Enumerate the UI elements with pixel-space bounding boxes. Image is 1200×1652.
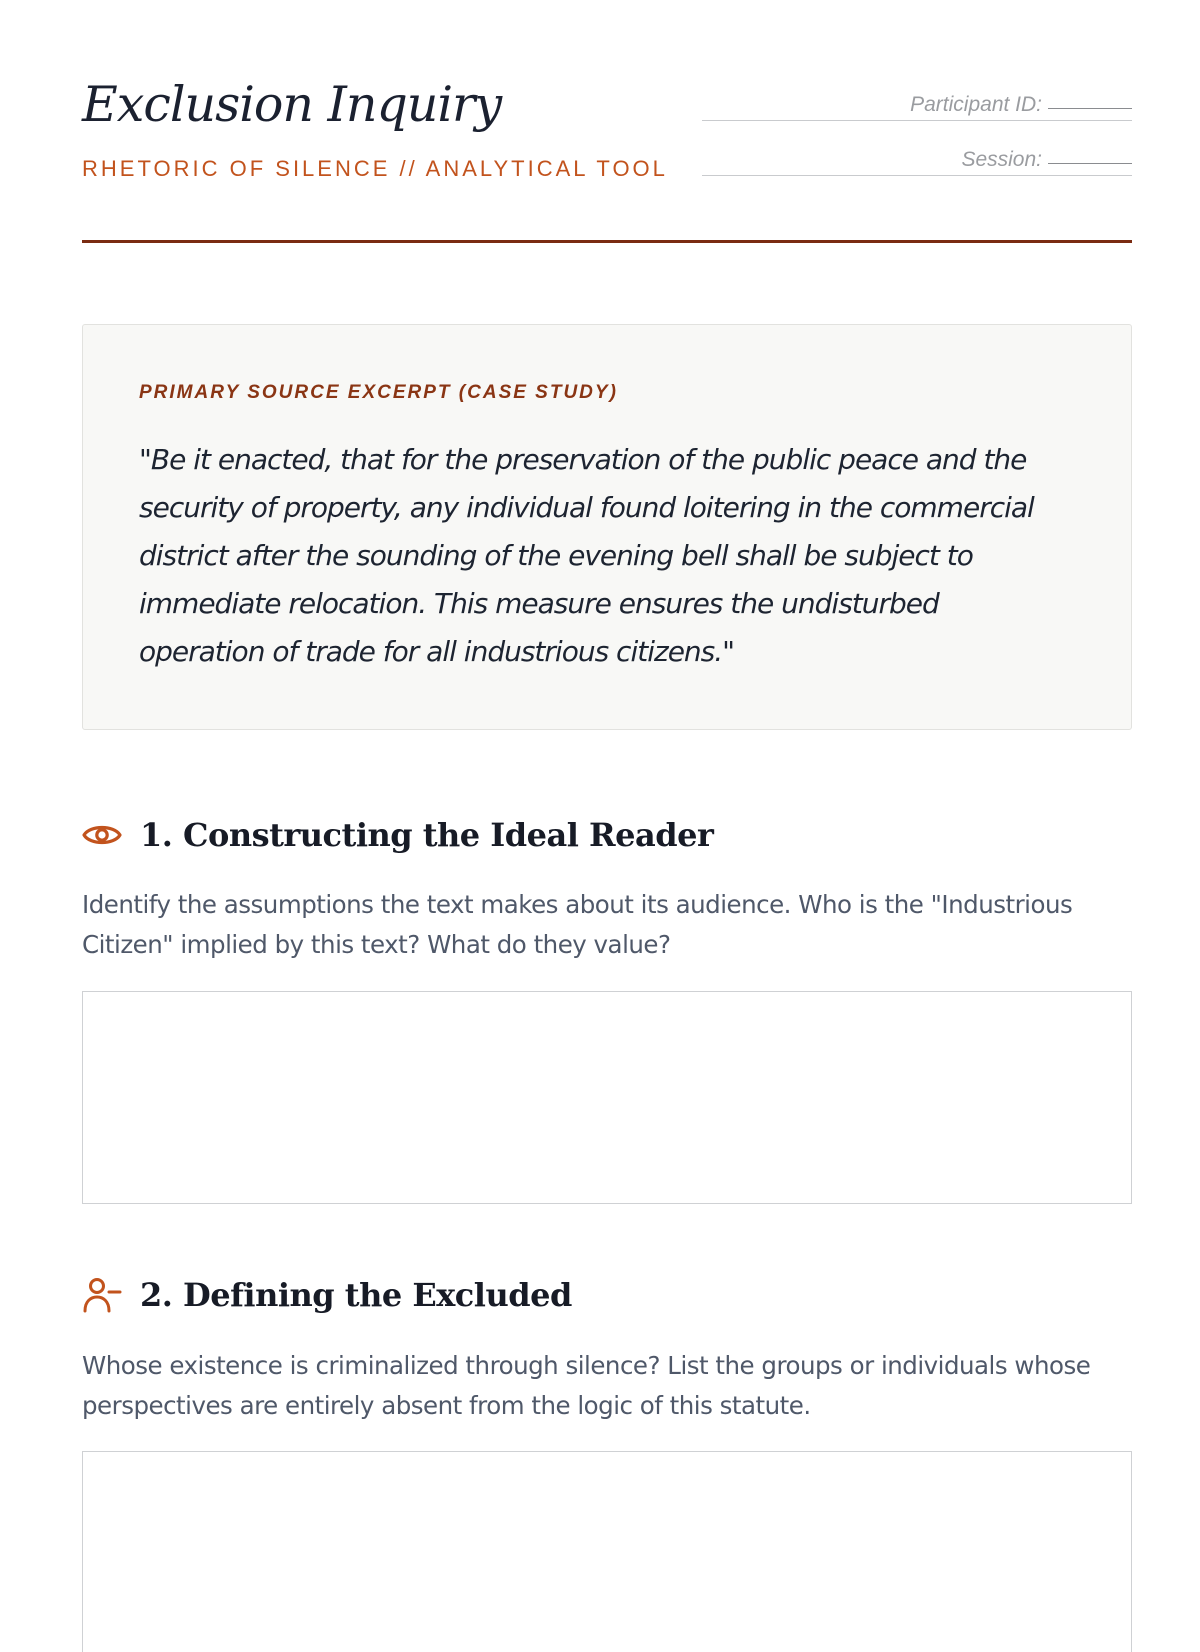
user-minus-icon <box>82 1277 122 1313</box>
session-label: Session: <box>961 148 1042 171</box>
source-excerpt-box <box>82 324 1132 730</box>
section-2-prompt: Whose existence is criminalized through silence? List the groups or individuals whose perspectives are entirely absent from the logic of this statute. <box>82 1351 1091 1420</box>
page-title: Exclusion Inquiry <box>82 76 502 133</box>
participant-id-field[interactable] <box>702 90 1132 121</box>
section-2-title: 2. Defining the Excluded <box>140 1276 572 1314</box>
section-1-header <box>82 813 1132 857</box>
section-1-answer-input[interactable] <box>82 991 1132 1204</box>
session-field[interactable] <box>702 145 1132 176</box>
eye-icon <box>82 817 122 853</box>
section-1-prompt: Identify the assumptions the text makes about its audience. Who is the "Industrious Citizen" implied by this text? What do they value? <box>82 890 1073 959</box>
header-divider <box>82 240 1132 243</box>
section-1-title: 1. Constructing the Ideal Reader <box>140 816 714 854</box>
section-2-answer-input[interactable] <box>82 1451 1132 1652</box>
source-label: PRIMARY SOURCE EXCERPT (CASE STUDY) <box>139 382 618 403</box>
participant-id-label: Participant ID: <box>910 93 1042 116</box>
page-subtitle: RHETORIC OF SILENCE // ANALYTICAL TOOL <box>82 156 668 181</box>
session-blank[interactable] <box>1048 162 1132 164</box>
participant-id-blank[interactable] <box>1048 107 1132 109</box>
source-quote: "Be it enacted, that for the preservation of the public peace and the security of property, any individual found loitering in the commercial district after the sounding of the evening bell shall be subject to immediate relocation. This measure ensures the undisturbed operation of trade for all industrious citizens." <box>139 443 1034 668</box>
section-2-header <box>82 1273 1132 1317</box>
